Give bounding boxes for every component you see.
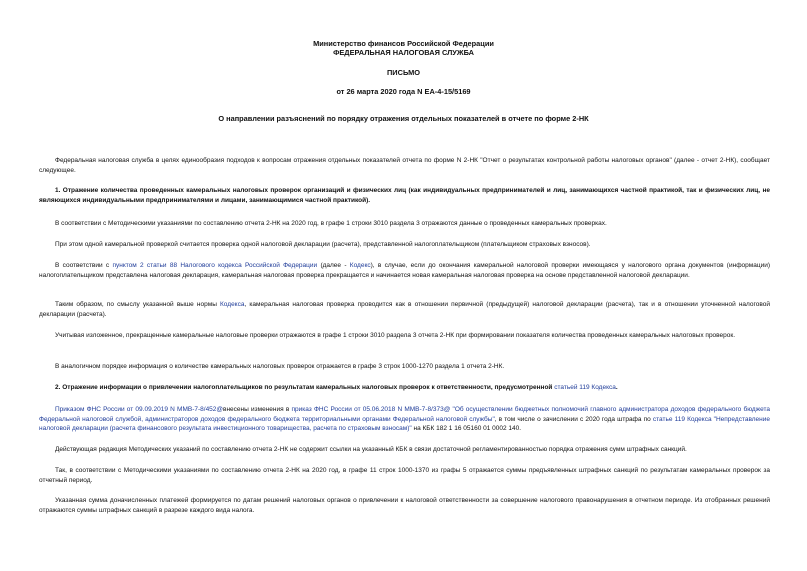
paragraph-intro: Федеральная налоговая служба в целях единообразия подходов к вопросам отражения отдельных показателей отчета по форме N 2-НК "Отчет о результатах контрольной работы налоговых органов" (далее - отчет 2-НК), сообщает следующее. xyxy=(39,157,770,174)
text-fragment: ), в случае, если до окончания камеральной налоговой проверки имеющаяся у налогового органа документов (информации) налогоплательщиком представлена налоговая декларация, камеральная налоговая проверка прекращается и начинается новая камеральная налоговая проверка на основе представленной налоговой декларации. xyxy=(39,262,771,279)
service-heading: ФЕДЕРАЛЬНАЯ НАЛОГОВАЯ СЛУЖБА xyxy=(333,48,474,57)
paragraph-column-11: Так, в соответствии с Методическими указаниями по составлению отчета 2-НК на 2020 год, в графе 11 строк 1000-1370 из графы 5 отражается суммы предъявленных штрафных санкций по результатам камеральных проверок за отчетный период. xyxy=(39,467,770,484)
link-code-2[interactable]: Кодекса xyxy=(220,301,245,308)
paragraph-similar-order: В аналогичном порядке информация о количестве камеральных налоговых проверок отражается в графе 3 строк 1000-1270 раздела 1 отчета 2-НК. xyxy=(55,363,505,370)
link-order-452[interactable]: Приказом ФНС России от 09.09.2019 N ММВ-7-8/452@ xyxy=(55,406,224,413)
text-fragment: . xyxy=(615,384,618,391)
text-fragment: 2. Отражение информации о привлечении налогоплательщиков по результатам камеральных налоговых проверок к ответственности, предусмотренной xyxy=(55,384,555,391)
paragraph-one-check: При этом одной камеральной проверкой считается проверка одной налоговой декларации (расчета), представленной налогоплательщиком (плательщиком страховых взносов). xyxy=(55,241,591,248)
text-fragment: В соответствии с xyxy=(55,262,113,269)
text-fragment: внесены изменения в xyxy=(223,406,292,413)
link-order-373[interactable]: приказ ФНС России от 05.06.2018 N ММВ-7-8/373@ "Об осуществлении бюджетных полномочий главного администратора доходов федерального бюджета Федеральной налоговой службой, администраторов доходов федерального бюджета территориальными органами Федеральной налоговой службы" xyxy=(39,406,770,423)
link-article-88[interactable]: пунктом 2 статьи 88 Налогового кодекса Российской Федерации xyxy=(112,262,318,269)
document-date-number: от 26 марта 2020 года N ЕА-4-15/5169 xyxy=(336,87,471,96)
paragraph-terminated-checks: Учитывая изложенное, прекращенные камеральные налоговые проверки отражаются в графе 1 строки 3010 раздела 3 отчета 2-НК при формировании показателя количества проведенных камеральных налоговых проверок. xyxy=(55,332,736,339)
text-fragment: , в том числе о зачислении с 2020 года штрафа по xyxy=(494,415,653,423)
link-article-119-full[interactable]: статье 119 Кодекса "Непредставление налоговой декларации (расчета финансового результата инвестиционного товарищества, расчета по страховым взносам)" xyxy=(39,415,771,433)
paragraph-current-edition: Действующая редакция Методических указаний по составлению отчета 2-НК не содержит ссылки на указанный КБК в связи достаточной регламентированностью порядка отражения сумм штрафных санкций. xyxy=(55,446,687,453)
section-2-heading xyxy=(39,383,770,393)
text-fragment: на КБК 182 1 16 05160 01 0002 140. xyxy=(411,425,522,433)
text-fragment: Таким образом, по смыслу указанной выше нормы xyxy=(55,301,221,308)
text-fragment: , камеральная налоговая проверка проводится как в отношении первичной (предыдущей) налоговой декларации (расчета), так и в отношении уточненной налоговой декларации (расчета). xyxy=(39,301,771,318)
paragraph-article-88 xyxy=(39,261,770,280)
text-fragment: (далее - xyxy=(317,262,350,269)
link-code[interactable]: Кодекс xyxy=(349,262,371,269)
section-1-heading: 1. Отражение количества проведенных камеральных налоговых проверок организаций и физических лиц (как индивидуальных предпринимателей и лиц, занимающихся частной практикой, так и физических лиц, не являющихся индивидуальными предпринимателями и лицами, занимающимися частной практикой). xyxy=(39,187,770,204)
paragraph-assessed-sum: Указанная сумма доначисленных платежей формируется по датам решений налоговых органов о привлечении к налоговой ответственности за совершение налогового правонарушения в отчетном периоде. Из отобранных решений отражаются суммы штрафных санкций в разрезе каждого вида налога. xyxy=(39,497,770,514)
paragraph-order-fns xyxy=(39,405,770,434)
link-article-119[interactable]: статьей 119 Кодекса xyxy=(554,384,616,391)
paragraph-methodics: В соответствии с Методическими указаниями по составлению отчета 2-НК на 2020 год, в графе 1 строки 3010 раздела 3 отражаются данные о проведенных камеральных проверках. xyxy=(55,220,607,227)
document-subject: О направлении разъяснений по порядку отражения отдельных показателей в отчете по форме 2-НК xyxy=(218,114,589,123)
document-type: ПИСЬМО xyxy=(387,68,420,77)
paragraph-thus xyxy=(39,300,770,319)
ministry-heading: Министерство финансов Российской Федерации xyxy=(313,39,494,48)
